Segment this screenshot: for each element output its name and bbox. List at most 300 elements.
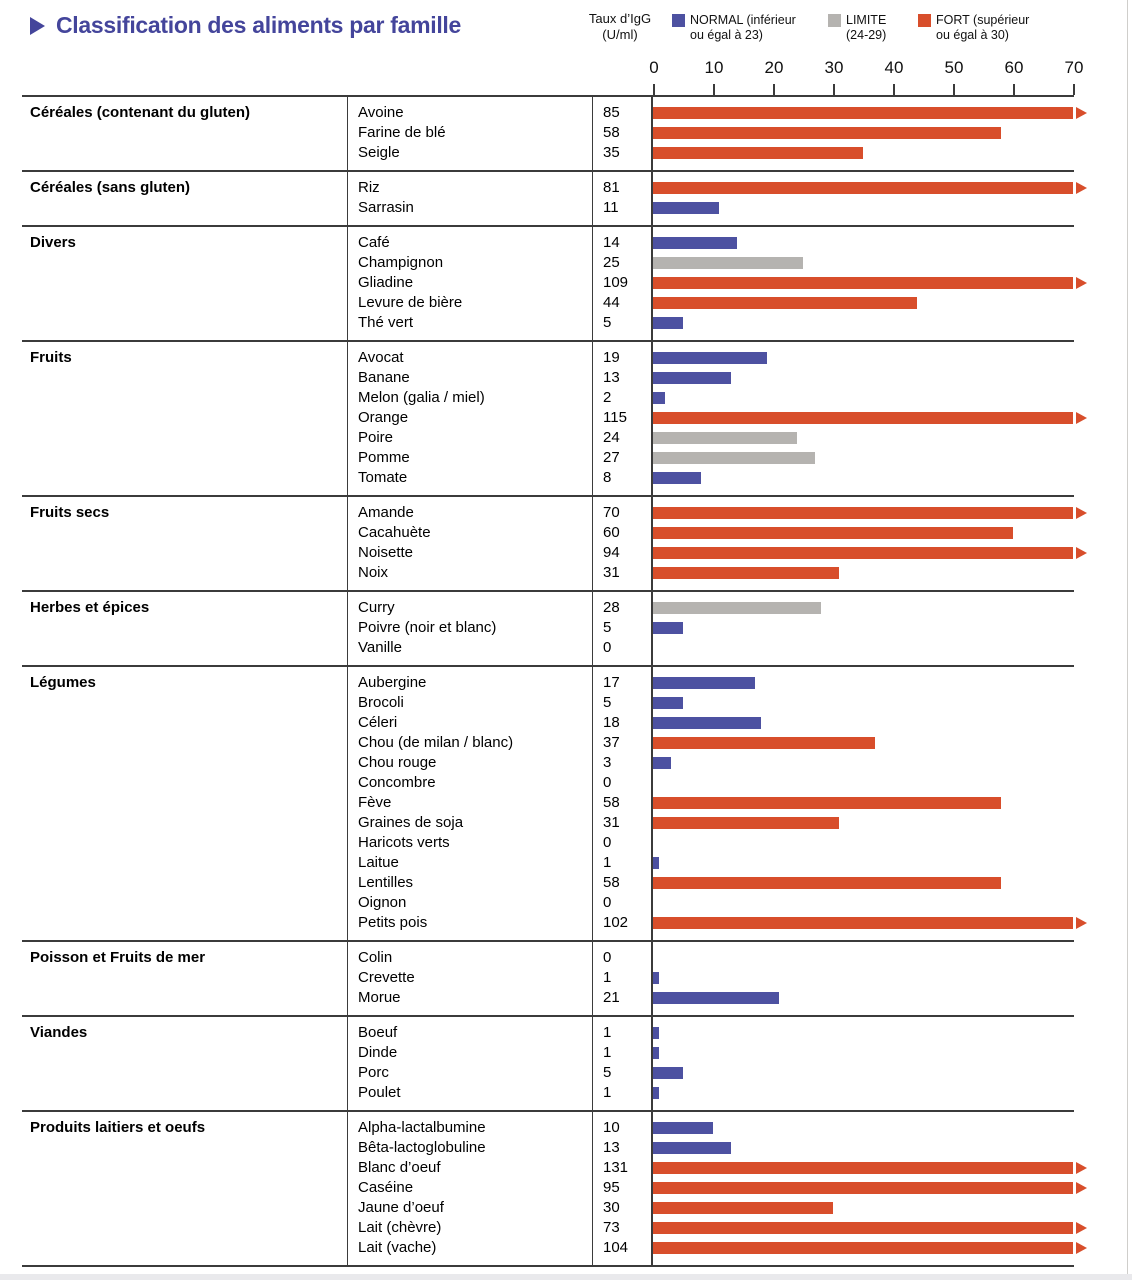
bar [653,757,671,769]
food-item-value: 131 [603,1159,629,1176]
food-item-value: 27 [603,449,620,466]
bar [653,677,755,689]
bars-column [653,1112,1074,1265]
food-item-label: Amande [358,504,414,521]
food-item-label: Alpha-lactalbumine [358,1119,486,1136]
food-item-value: 0 [603,949,612,966]
food-item-value: 5 [603,619,612,636]
legend-keyword: NORMAL [690,13,744,27]
food-item-label: Poire [358,429,394,446]
family-section [22,592,1074,667]
food-item-label: Morue [358,989,401,1006]
values-column [593,342,653,495]
bar [653,1202,833,1214]
values-column [593,942,653,1015]
food-item-value: 85 [603,104,620,121]
family-column [22,342,348,495]
values-column [593,1112,653,1265]
bar [653,352,767,364]
bar-row [653,1118,1074,1138]
bar-overflow-arrow-icon [1076,182,1087,194]
bar-row [653,713,1074,733]
food-item-value: 60 [603,524,620,541]
food-item-label: Oignon [358,894,407,911]
family-name: Légumes [30,674,96,691]
bar-row [653,988,1074,1008]
food-item-value: 13 [603,369,620,386]
food-item-label: Caséine [358,1179,414,1196]
bar-row [653,618,1074,638]
food-item-label: Avocat [358,349,404,366]
food-item-value: 17 [603,674,620,691]
family-column [22,592,348,665]
bar [653,1142,731,1154]
family-section [22,1017,1074,1112]
food-item-value: 11 [603,199,619,216]
food-item-label: Dinde [358,1044,398,1061]
food-item-label: Chou rouge [358,754,437,771]
family-name: Céréales (sans gluten) [30,179,191,196]
bar-row [653,673,1074,693]
bar-row [653,313,1074,333]
bar [653,147,863,159]
igg-unit-label-line1: Taux d’IgG [588,11,652,26]
food-item-value: 115 [603,409,627,426]
food-item-value: 18 [603,714,620,731]
food-item-value: 1 [603,1084,612,1101]
food-item-label: Fève [358,794,392,811]
bar-row [653,1063,1074,1083]
page-title-text: Classification des aliments par famille [56,12,462,38]
bar [653,527,1013,539]
axis-tick-label: 20 [764,58,784,77]
bar [653,452,815,464]
food-item-value: 81 [603,179,620,196]
bar-overflow-arrow-icon [1076,1162,1087,1174]
family-column [22,1017,348,1110]
bar [653,737,875,749]
bar-row [653,893,1074,913]
bar [653,182,1073,194]
food-item-value: 58 [603,874,620,891]
axis-tick-label: 50 [944,58,964,77]
food-item-label: Chou (de milan / blanc) [358,734,514,751]
food-item-value: 28 [603,599,620,616]
values-column [593,1017,653,1110]
legend-keyword: LIMITE [846,13,887,27]
food-item-label: Colin [358,949,393,966]
bar-row [653,1043,1074,1063]
bar-row [653,143,1074,163]
family-name: Céréales (contenant du gluten) [30,104,251,121]
food-item-label: Tomate [358,469,408,486]
bar-row [653,1083,1074,1103]
bars-column [653,227,1074,340]
bars-column [653,592,1074,665]
food-item-label: Crevette [358,969,415,986]
family-name: Viandes [30,1024,88,1041]
food-item-label: Champignon [358,254,444,271]
items-column [348,227,593,340]
food-item-value: 30 [603,1199,620,1216]
food-item-label: Blanc d’oeuf [358,1159,441,1176]
bar [653,877,1001,889]
family-section [22,227,1074,342]
axis-tick [773,84,775,95]
bar-row [653,273,1074,293]
bar [653,622,683,634]
food-item-label: Sarrasin [358,199,414,216]
bar-row [653,233,1074,253]
food-item-label: Porc [358,1064,389,1081]
food-item-label: Thé vert [358,314,414,331]
bar [653,917,1073,929]
bar-row [653,1023,1074,1043]
food-item-value: 5 [603,1064,612,1081]
food-item-value: 24 [603,429,620,446]
family-column [22,942,348,1015]
axis [0,0,1132,95]
bar [653,697,683,709]
axis-tick [1073,84,1075,95]
values-column [593,227,653,340]
bar-row [653,123,1074,143]
food-item-label: Haricots verts [358,834,450,851]
bar [653,547,1073,559]
food-item-value: 70 [603,504,620,521]
food-item-label: Boeuf [358,1024,398,1041]
food-item-value: 1 [603,1024,612,1041]
axis-tick-label: 0 [649,58,659,77]
food-item-label: Poivre (noir et blanc) [358,619,497,636]
bar-row [653,428,1074,448]
food-item-label: Noisette [358,544,414,561]
family-section [22,497,1074,592]
bar-row [653,1238,1074,1258]
family-name: Produits laitiers et oeufs [30,1119,206,1136]
family-column [22,172,348,225]
food-item-value: 10 [603,1119,620,1136]
food-item-label: Lentilles [358,874,414,891]
bar-row [653,813,1074,833]
food-item-value: 0 [603,834,612,851]
page-right-edge-line [1127,0,1128,1280]
food-item-label: Levure de bière [358,294,463,311]
food-item-value: 2 [603,389,612,406]
family-name: Fruits secs [30,504,110,521]
bar-overflow-arrow-icon [1076,1242,1087,1254]
food-item-value: 21 [603,989,620,1006]
food-item-value: 19 [603,349,620,366]
food-item-label: Céleri [358,714,398,731]
bar-row [653,948,1074,968]
food-item-label: Farine de blé [358,124,446,141]
food-item-value: 102 [603,914,629,931]
legend-line2: (24-29) [846,28,887,42]
food-item-value: 3 [603,754,612,771]
bars-column [653,342,1074,495]
bar [653,817,839,829]
bar-row [653,348,1074,368]
bar-row [653,1178,1074,1198]
header [0,0,1132,95]
food-item-label: Brocoli [358,694,404,711]
bar-overflow-arrow-icon [1076,277,1087,289]
bar-row [653,388,1074,408]
family-column [22,1112,348,1265]
family-name: Fruits [30,349,72,366]
bars-column [653,97,1074,170]
bar [653,202,719,214]
food-item-value: 5 [603,694,612,711]
food-item-label: Laitue [358,854,399,871]
bar-row [653,753,1074,773]
bar-overflow-arrow-icon [1076,412,1087,424]
legend-keyword: FORT [936,13,970,27]
food-item-value: 44 [603,294,620,311]
bar [653,507,1073,519]
food-item-value: 104 [603,1239,629,1256]
bar [653,797,1001,809]
food-item-value: 31 [603,814,620,831]
bar-row [653,733,1074,753]
food-item-label: Bêta-lactoglobuline [358,1139,486,1156]
family-section [22,172,1074,227]
axis-tick-label: 70 [1064,58,1084,77]
table [22,95,1074,1267]
bar-row [653,563,1074,583]
bar [653,372,731,384]
food-item-value: 0 [603,639,612,656]
food-item-value: 73 [603,1219,620,1236]
food-item-value: 14 [603,234,620,251]
food-item-value: 58 [603,794,620,811]
bars-column [653,497,1074,590]
family-section [22,342,1074,497]
bars-column [653,1017,1074,1110]
food-item-value: 1 [603,969,612,986]
food-item-label: Cacahuète [358,524,431,541]
bar-row [653,913,1074,933]
bar-row [653,1158,1074,1178]
bar [653,432,797,444]
food-item-label: Gliadine [358,274,414,291]
bar-row [653,408,1074,428]
food-item-value: 25 [603,254,620,271]
bar [653,992,779,1004]
items-column [348,1112,593,1265]
food-item-value: 0 [603,894,612,911]
bar-row [653,503,1074,523]
bar-row [653,468,1074,488]
bar [653,297,917,309]
family-name: Divers [30,234,76,251]
bar-row [653,773,1074,793]
items-column [348,667,593,940]
items-column [348,592,593,665]
axis-tick-label: 40 [884,58,904,77]
family-column [22,97,348,170]
food-item-value: 5 [603,314,612,331]
bar-row [653,178,1074,198]
food-item-value: 31 [603,564,620,581]
food-item-label: Lait (vache) [358,1239,437,1256]
legend-rest: (supérieur [969,13,1030,27]
bar [653,472,701,484]
bar-row [653,1198,1074,1218]
items-column [348,497,593,590]
values-column [593,97,653,170]
axis-tick-label: 10 [704,58,724,77]
food-item-label: Concombre [358,774,436,791]
axis-tick [953,84,955,95]
axis-tick [893,84,895,95]
values-column [593,592,653,665]
bar [653,277,1073,289]
bar [653,317,683,329]
bar-row [653,543,1074,563]
family-name: Poisson et Fruits de mer [30,949,206,966]
axis-tick [833,84,835,95]
bar-overflow-arrow-icon [1076,1222,1087,1234]
bar-row [653,638,1074,658]
legend-rest: (inférieur [743,13,796,27]
bar [653,1027,659,1039]
items-column [348,1017,593,1110]
food-item-label: Orange [358,409,409,426]
family-section [22,942,1074,1017]
food-item-value: 1 [603,1044,612,1061]
bar [653,1122,713,1134]
family-column [22,497,348,590]
bar-row [653,833,1074,853]
family-column [22,227,348,340]
food-item-value: 1 [603,854,612,871]
bar [653,237,737,249]
axis-tick [1013,84,1015,95]
food-item-label: Poulet [358,1084,401,1101]
food-item-value: 37 [603,734,620,751]
bar-row [653,793,1074,813]
values-column [593,172,653,225]
food-item-label: Graines de soja [358,814,464,831]
food-item-value: 94 [603,544,620,561]
food-item-value: 95 [603,1179,620,1196]
bar-row [653,693,1074,713]
bar [653,1047,659,1059]
bar [653,392,665,404]
bar [653,1242,1073,1254]
bar [653,107,1073,119]
bar-row [653,968,1074,988]
food-item-value: 109 [603,274,629,291]
items-column [348,172,593,225]
items-column [348,342,593,495]
bar-row [653,368,1074,388]
legend-line2: ou égal à 30) [936,28,1009,42]
food-item-value: 8 [603,469,612,486]
bar-row [653,523,1074,543]
bar-row [653,253,1074,273]
bar-overflow-arrow-icon [1076,107,1087,119]
bar-row [653,598,1074,618]
food-item-label: Riz [358,179,380,196]
bar-overflow-arrow-icon [1076,917,1087,929]
food-item-label: Aubergine [358,674,427,691]
bar [653,1182,1073,1194]
page-bottom-strip [0,1274,1132,1280]
values-column [593,667,653,940]
axis-tick [653,84,655,95]
bar-row [653,103,1074,123]
bar [653,1162,1073,1174]
bar [653,257,803,269]
axis-tick [713,84,715,95]
bar-row [653,853,1074,873]
bar-overflow-arrow-icon [1076,547,1087,559]
bar [653,972,659,984]
bars-column [653,667,1074,940]
bar [653,127,1001,139]
family-name: Herbes et épices [30,599,150,616]
bar [653,567,839,579]
food-item-label: Café [358,234,390,251]
bar-row [653,1138,1074,1158]
food-item-label: Melon (galia / miel) [358,389,485,406]
items-column [348,942,593,1015]
bar-row [653,448,1074,468]
bar-row [653,873,1074,893]
food-item-label: Curry [358,599,395,616]
bars-column [653,942,1074,1015]
food-item-value: 35 [603,144,620,161]
food-item-value: 58 [603,124,620,141]
food-item-label: Pomme [358,449,410,466]
food-item-label: Jaune d’oeuf [358,1199,444,1216]
bar [653,717,761,729]
bar [653,1067,683,1079]
food-item-label: Lait (chèvre) [358,1219,442,1236]
food-item-label: Noix [358,564,389,581]
bar [653,1087,659,1099]
igg-unit-label-line2: (U/ml) [602,27,638,42]
bars-column [653,172,1074,225]
family-section [22,667,1074,942]
bar-row [653,293,1074,313]
food-item-label: Petits pois [358,914,428,931]
bar [653,857,659,869]
food-item-label: Vanille [358,639,402,656]
bar [653,412,1073,424]
bar-overflow-arrow-icon [1076,1182,1087,1194]
axis-tick-label: 30 [824,58,844,77]
items-column [348,97,593,170]
axis-tick-label: 60 [1004,58,1024,77]
food-item-label: Avoine [358,104,404,121]
family-section [22,97,1074,172]
food-item-label: Seigle [358,144,400,161]
family-section [22,1112,1074,1267]
food-item-value: 13 [603,1139,620,1156]
bar-row [653,198,1074,218]
values-column [593,497,653,590]
family-column [22,667,348,940]
bar [653,602,821,614]
bar-row [653,1218,1074,1238]
legend-line2: ou égal à 23) [690,28,763,42]
food-item-label: Banane [358,369,410,386]
bar-overflow-arrow-icon [1076,507,1087,519]
